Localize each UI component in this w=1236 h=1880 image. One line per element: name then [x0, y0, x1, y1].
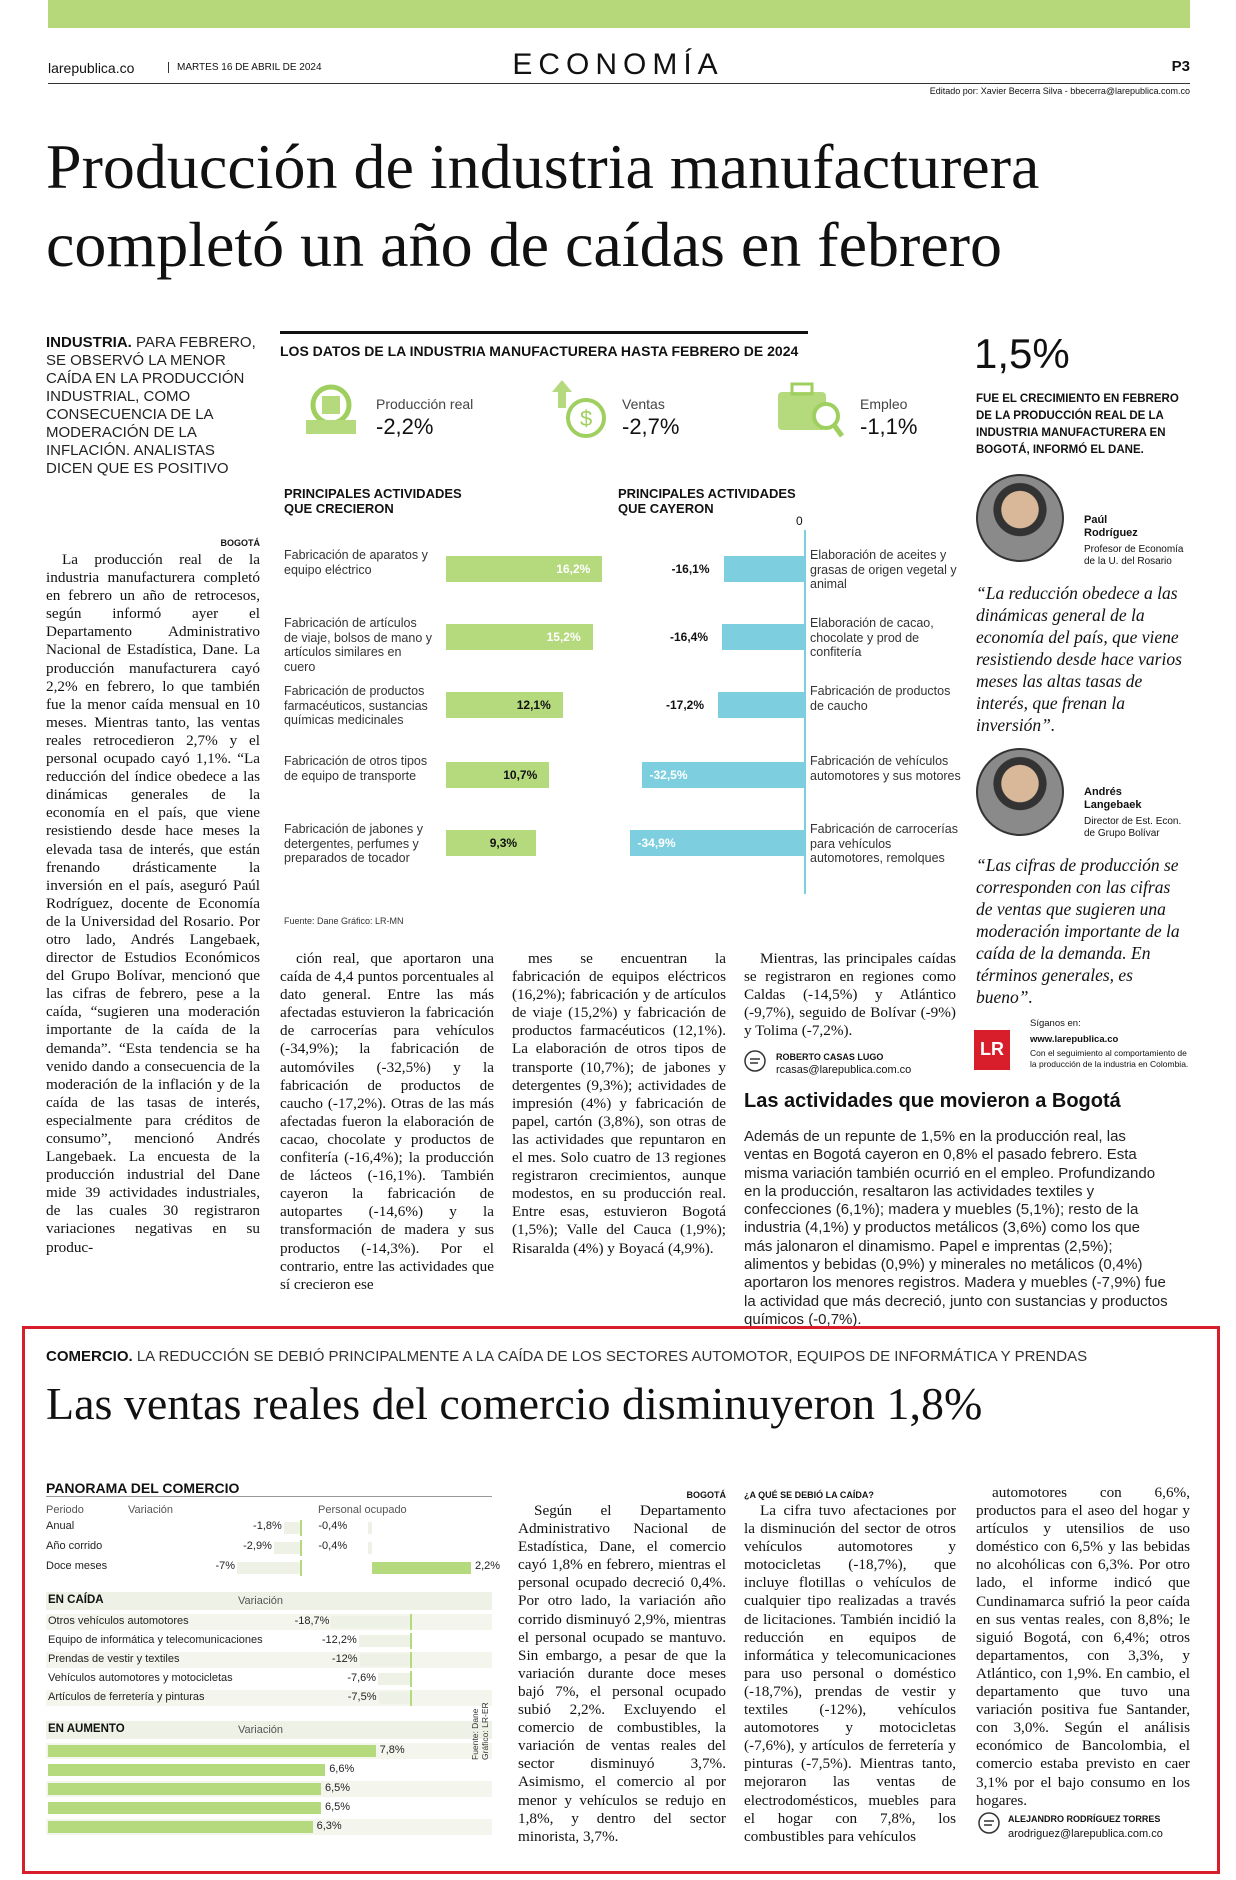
author-name: ALEJANDRO RODRÍGUEZ TORRES: [1008, 1814, 1161, 1824]
avatar: [976, 474, 1064, 562]
column-text: Según el Departamento Administrativo Nacional de Estadística, Dane, el comercio cayó 1,8% en febrero, mientras el personal ocupado decreció 0,4%. Por otro lado, la variación año corrido disminuyó 2,9%, mientras el personal ocupado se mantuvo. Sin embargo, a pesar de que la variación durante doce meses bajó 7%, el personal ocupado subió 2,2%. Excluyendo el comercio de combustibles, la variación de ventas reales del sector disminuyó 3,7%. Asimismo, el comercio al por menor y vehículos se redujo en 1,8%, y dentro del sector minorista, 3,7%.: [518, 1502, 726, 1845]
fell-category-label: Fabricación de vehículos automotores y sus motores: [810, 754, 961, 783]
dateline: BOGOTÁ: [220, 538, 260, 548]
commerce-column-2: [744, 1502, 956, 1858]
row-value: 6,6%: [329, 1763, 355, 1775]
svg-text:$: $: [580, 406, 593, 431]
column-text: ción real, que aportaron una caída de 4,4 puntos porcentuales al dato general. Entre las más afectadas estuvieron la fabricación de carrocerías para vehículos (-34,9%); la fabricación de automóviles (-32,5%) y la fabricación de productos de caucho (-17,2%). Otras de las más afectadas fueron la elaboración de cacao, chocolate y productos de confitería (-16,4%); la producción de lácteos (-16,1%). También cayeron la fabricación de autopartes (-14,6%) y la transformación de madera y sus productos (-14,3%). Por el contrario, entre las actividades que sí crecieron ese: [280, 950, 494, 1293]
section-title: EN CAÍDA: [48, 1594, 104, 1606]
infographic-rule: [280, 331, 808, 334]
pull-quote: “La reducción obedece a las dinámicas general de la economía del país, que viene resistiendo desde hace varios meses las altas tasas de interés, que frenan la inversión”.: [976, 583, 1182, 735]
personal-bar: [368, 1542, 372, 1554]
commerce-column-1: [518, 1502, 726, 1858]
grew-category-label: Fabricación de productos farmacéuticos, sustancias químicas medicinales: [284, 684, 428, 727]
sales-icon: [546, 378, 608, 440]
row-value: -18,7%: [294, 1615, 330, 1627]
row-label: Artículos de ferretería y pinturas: [48, 1691, 205, 1703]
infographic-source: Fuente: Dane Gráfico: LR-MN: [284, 916, 404, 926]
row-bar: [48, 1821, 313, 1833]
author-name: ROBERTO CASAS LUGO: [776, 1052, 884, 1062]
row-label: Prendas de vestir y textiles: [48, 1653, 180, 1665]
variation-bar: [274, 1542, 300, 1554]
row-bar: [331, 1616, 410, 1628]
grew-bar-label: 15,2%: [546, 630, 581, 644]
col-personal: Personal ocupado: [318, 1504, 407, 1516]
article-column-2: [280, 950, 494, 1310]
zero-line: [410, 1614, 412, 1630]
row-value: 6,5%: [325, 1782, 351, 1794]
personal-bar: [368, 1522, 372, 1534]
grew-category-label: Fabricación de aparatos y equipo eléctrico: [284, 548, 428, 577]
zero-axis-line: [804, 530, 806, 894]
site-name: larepublica.co: [48, 60, 135, 76]
zero-axis-label: 0: [796, 514, 803, 528]
grew-category-label: Fabricación de artículos de viaje, bolsos de mano y artículos similares en cuero: [284, 616, 433, 674]
fell-bar: [724, 556, 805, 582]
row-value: -12,2%: [321, 1634, 357, 1646]
grew-bar-label: 12,1%: [516, 698, 551, 712]
person-role: Profesor de Economía de la U. del Rosario: [1084, 544, 1184, 567]
lr-logo: LR: [974, 1030, 1010, 1070]
issue-date: MARTES 16 DE ABRIL DE 2024: [168, 62, 322, 73]
section-variation-header: Variación: [238, 1595, 284, 1607]
period-label: Doce meses: [46, 1560, 108, 1572]
variation-value: -1,8%: [253, 1520, 282, 1532]
article-column-1: [46, 551, 260, 1307]
row-value: -12%: [331, 1653, 358, 1665]
zero-line: [410, 1690, 412, 1706]
row-bar: [360, 1654, 410, 1666]
infographic-title: LOS DATOS DE LA INDUSTRIA MANUFACTURERA HASTA FEBRERO DE 2024: [280, 343, 799, 359]
kicker-label: INDUSTRIA.: [46, 334, 132, 351]
section-variation-header: Variación: [238, 1724, 284, 1736]
dateline: BOGOTÁ: [686, 1490, 726, 1500]
kpi-value-sales: -2,7%: [622, 414, 680, 439]
column-text: La cifra tuvo afectaciones por la disminución del sector de otros vehículos automotores y motocicletas (-18,7%), que incluye flotillas o vehículos de cualquier tipo realizadas a través de licitaciones. También incidió la reducción en equipos de informática y telecomunicaciones para uso personal o doméstico (-18,7%), prendas de vestir y textiles (-12%), vehículos automotores y motocicletas (-7,6%), y artículos de ferretería y pinturas (-7,5%). Mientras tanto, mejoraron las ventas de electrodomésticos, muebles para el hogar con 7,8%, los combustibles para vehículos: [744, 1502, 956, 1845]
article-column-3: [512, 950, 726, 1310]
zero-line: [410, 1652, 412, 1668]
grew-category-label: Fabricación de otros tipos de equipo de transporte: [284, 754, 428, 783]
personal-value: -0,4%: [318, 1520, 348, 1532]
grew-title: PRINCIPALES ACTIVIDADES QUE CRECIERON: [284, 486, 462, 516]
big-stat-caption: FUE EL CRECIMIENTO EN FEBRERO DE LA PRODUCCIÓN REAL DE LA INDUSTRIA MANUFACTURERA EN BOGOTÁ, INFORMÓ EL DANE.: [976, 393, 1179, 456]
follow-label: Síganos en:: [1030, 1018, 1081, 1029]
kpi-value-employment: -1,1%: [860, 414, 918, 439]
grew-bar-label: 16,2%: [556, 562, 591, 576]
fell-bar-label: -16,4%: [670, 630, 709, 644]
variation-value: -7%: [215, 1560, 235, 1572]
panorama-rule: [46, 1496, 492, 1497]
panorama-source: Fuente: Dane Gráfico: LR-ER: [470, 1702, 490, 1760]
fell-category-label: Elaboración de cacao, chocolate y prod de confitería: [810, 616, 934, 659]
headline-line-2: completó un año de caídas en febrero: [46, 209, 1003, 280]
col-variacion: Variación: [128, 1504, 174, 1516]
fell-bar-label: -34,9%: [637, 836, 676, 850]
row-label: Vehículos automotores y motocicletas: [48, 1672, 233, 1684]
person-name: Paúl Rodríguez: [1084, 514, 1138, 539]
article-column-4: [744, 950, 956, 1042]
variation-value: -2,9%: [243, 1540, 272, 1552]
commerce-column-3: [976, 1484, 1190, 1809]
kpi-label-sales: Ventas: [622, 396, 665, 412]
column-text: automotores con 6,6%, productos para el aseo del hogar y artículos y utensilios de uso doméstico con 6,5% y las bebidas no alcohólicas con 6,3%. Por otro lado, el informe indicó que Cundinamarca sufrió la peor caída en sus ventas reales, con 8,8%; le siguió Bogotá, con 6,4%; otros departamentos, con 3,3%, y Atlántico, con 1,9%. En cambio, el departamento que tuvo una variación positiva fue Santander, con 3,0%. Según el análisis económico de Bancolombia, el comercio estaba previsto en caer 3,1% por el bajo consumo en los hogares.: [976, 1484, 1190, 1809]
panorama-title: PANORAMA DEL COMERCIO: [46, 1480, 240, 1496]
personal-value: -0,4%: [318, 1540, 348, 1552]
personal-value: 2,2%: [475, 1560, 501, 1572]
page-number: P3: [1171, 58, 1190, 75]
row-bar: [48, 1783, 321, 1795]
variation-bar: [284, 1522, 300, 1534]
article-headline: [46, 128, 1196, 284]
kpi-label-production: Producción real: [376, 396, 474, 412]
row-label: Equipo de informática y telecomunicaciones: [48, 1634, 263, 1646]
author-icon: [978, 1812, 1000, 1834]
row-value: 6,5%: [325, 1801, 351, 1813]
follow-text: Con el seguimiento al comportamiento de la producción de la industria en Colombia.: [1030, 1048, 1189, 1069]
commerce-kicker-label: COMERCIO.: [46, 1348, 133, 1365]
fell-category-label: Fabricación de carrocerías para vehículos automotores, remolques: [810, 822, 958, 865]
commerce-kicker-text: LA REDUCCIÓN SE DEBIÓ PRINCIPALMENTE A LA CAÍDA DE LOS SECTORES AUTOMOTOR, EQUIPOS DE INFORMÁTICA Y PRENDAS: [136, 1348, 1088, 1365]
zero-line: [300, 1560, 302, 1576]
follow-site[interactable]: www.larepublica.co: [1030, 1034, 1119, 1045]
zero-line: [300, 1520, 302, 1536]
zero-line: [410, 1671, 412, 1687]
row-value: -7,5%: [347, 1691, 377, 1703]
row-value: 6,3%: [316, 1820, 342, 1832]
section-title: ECONOMÍA: [512, 48, 724, 81]
column-text: mes se encuentran la fabricación de equipos eléctricos (16,2%); fabricación y de artículos de viaje (15,2%) y fabricación de productos farmacéuticos (12,1%). La elaboración de otros tipos de transporte (10,7%); de jabones y detergentes (9,3%); actividades de impresión (4%) y fabricación de papel, cartón (3,8%), son otras de las actividades que repuntaron en el mes. Solo cuatro de 13 regiones registraron crecimientos, aunque modestos, en su producción real. Entre esas, estuvieron Bogotá (1,5%); Valle del Cauca (1,9%); Risaralda (4%) y Boyacá (4,9%).: [512, 950, 726, 1257]
fell-title: PRINCIPALES ACTIVIDADES QUE CAYERON: [618, 486, 796, 516]
side-article-text: Además de un repunte de 1,5% en la producción real, las ventas en Bogotá cayeron en 0,8% el pasado febrero. Esta misma variación también ocurrió en el empleo. Profundizando en la producción, resaltaron las actividades textiles y confecciones (6,1%); madera y muebles (5,1%); resto de la industria (4,1%) y productos metálicos (3,6%) como los que más jalonaron el dinamismo. Papel e imprentas (2,5%); alimentos y bebidas (0,9%) y minerales no metálicos (0,4%) aportaron los menores registros. Madera y muebles (-7,9%) fue la actividad que más decreció, junto con sustancias y productos químicos (-0,7%).: [744, 1128, 1168, 1328]
personal-bar: [372, 1562, 471, 1574]
row-bar: [359, 1635, 410, 1647]
headline-line-1: Producción de industria manufacturera: [46, 131, 1040, 202]
avatar: [976, 748, 1064, 836]
masthead: [48, 48, 1190, 84]
col-periodo: Periodo: [46, 1504, 84, 1516]
row-label: Otros vehículos automotores: [48, 1615, 189, 1627]
person-role: Director de Est. Econ. de Grupo Bolívar: [1084, 816, 1182, 839]
row-bar: [378, 1673, 410, 1685]
row-value: -7,6%: [347, 1672, 377, 1684]
employment-icon: [776, 380, 846, 442]
top-color-bar: [48, 0, 1190, 28]
author-email[interactable]: arodriguez@larepublica.com.co: [1008, 1828, 1163, 1840]
article-kicker: [46, 334, 256, 478]
row-value: 7,8%: [379, 1744, 405, 1756]
period-label: Anual: [46, 1520, 75, 1532]
variation-bar: [237, 1562, 300, 1574]
commerce-headline: Las ventas reales del comercio disminuyeron 1,8%: [46, 1378, 983, 1429]
kicker-text: PARA FEBRERO, SE OBSERVÓ LA MENOR CAÍDA EN LA PRODUCCIÓN INDUSTRIAL, COMO CONSECUENCIA DE LA MODERACIÓN DE LA INFLACIÓN. ANALISTAS DICEN QUE ES POSITIVO: [46, 334, 256, 477]
author-email[interactable]: rcasas@larepublica.com.co: [776, 1064, 912, 1076]
column-text: La producción real de la industria manufacturera completó en febrero un año de retrocesos, según informó ayer el Departamento Administrativo Nacional de Estadística, Dane. La producción manufacturera cayó 2,2% en febrero, lo que también fue la menor caída mensual en 10 meses. Mientras tanto, las ventas reales retrocedieron 2,7% y el personal ocupado cayó 1,1%. “La reducción del índice obedece a las dinámicas generales de la economía en el país, que viene resistiendo desde hace meses la elevada tasa de interés, que están frenando drásticamente la inversión en el país, aseguró Paúl Rodríguez, docente de Economía de la Universidad del Rosario. Por otro lado, Andrés Langebaek, director de Estudios Económicos del Grupo Bolívar, mencionó que las cifras de febrero, pese a la caída, “sugieren una moderación importante de la caída de la demanda”. “Esta tendencia se ha venido dando a consecuencia de la moderación de la inflación y de la caída de las tasas de interés, especialmente para créditos de consumo”, mencionó Andrés Langebaek. La encuesta de la producción industrial del Dane mide 39 actividades industriales, de las cuales 30 registraron variaciones negativas en su produc-: [46, 551, 260, 1256]
period-label: Año corrido: [46, 1540, 103, 1552]
person-name: Andrés Langebaek: [1084, 786, 1142, 811]
section-title: EN AUMENTO: [48, 1723, 125, 1735]
zero-line: [300, 1540, 302, 1556]
fell-bar-label: -16,1%: [671, 562, 710, 576]
fell-bar: [718, 692, 804, 718]
row-bar: [48, 1745, 376, 1757]
factory-icon: [300, 378, 362, 440]
pull-quote: “Las cifras de producción se corresponden con las cifras de ventas que sugieren una moderación importante de la caída de la demanda. En términos generales, es bueno”.: [976, 855, 1180, 1007]
fell-category-label: Fabricación de productos de caucho: [810, 684, 951, 713]
big-stat: 1,5%: [974, 330, 1070, 377]
side-article-title: Las actividades que movieron a Bogotá: [744, 1090, 1121, 1112]
zero-line: [410, 1633, 412, 1649]
fell-bar-label: -17,2%: [666, 698, 705, 712]
kpi-label-employment: Empleo: [860, 396, 908, 412]
column-text: Mientras, las principales caídas se registraron en regiones como Caldas (-14,5%) y Atlántico (-9,7%), seguido de Bolívar (-9%) y Tolima (-7,2%).: [744, 950, 956, 1040]
row-bar: [379, 1692, 411, 1704]
fell-bar: [722, 624, 804, 650]
grew-category-label: Fabricación de jabones y detergentes, perfumes y preparados de tocador: [284, 822, 423, 865]
commerce-subhead: ¿A QUÉ SE DEBIÓ LA CAÍDA?: [744, 1490, 874, 1500]
row-bar: [48, 1764, 325, 1776]
fell-bar-label: -32,5%: [649, 768, 688, 782]
grew-bar-label: 9,3%: [489, 836, 518, 850]
row-bar: [48, 1802, 321, 1814]
kpi-value-production: -2,2%: [376, 414, 434, 439]
editor-credit: Editado por: Xavier Becerra Silva - bbecerra@larepublica.com.co: [929, 86, 1190, 96]
commerce-kicker: [46, 1348, 1087, 1365]
grew-bar-label: 10,7%: [503, 768, 538, 782]
author-icon: [744, 1050, 766, 1072]
fell-category-label: Elaboración de aceites y grasas de origen vegetal y animal: [810, 548, 957, 591]
